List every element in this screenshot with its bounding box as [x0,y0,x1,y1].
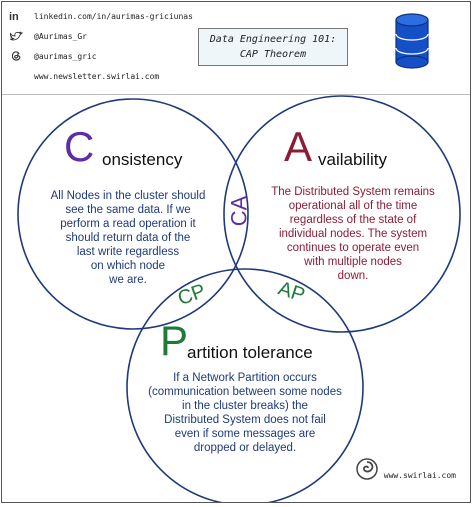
ca-label: CA [226,195,252,227]
consistency-heading: onsistency [102,150,183,169]
consistency-line: we are. [109,274,147,286]
cp-label: CP [174,279,209,311]
availability-heading: vailability [318,150,387,169]
partition-line: If a Network Partition occurs [173,372,317,384]
twitter-handle[interactable]: @Aurimas_Gr [34,31,87,41]
availability-line: individual nodes. The system [278,228,428,240]
consistency-line: should return data of the [65,232,191,244]
availability-description [256,185,450,283]
linkedin-link[interactable]: linkedin.com/in/aurimas-griciunas [34,11,193,21]
consistency-line: All Nodes in the cluster should [50,190,206,202]
ap-label: AP [275,277,308,307]
partition-line: even if some messages are [174,428,316,440]
partition-line: dropped or delayed. [193,442,297,454]
partition-heading: artition tolerance [187,343,313,362]
availability-line: The Distributed System remains [271,186,435,198]
consistency-line: perform a read operation it [60,218,196,230]
partition-line: in the cluster breaks) the [182,400,308,412]
newsletter-link[interactable]: www.newsletter.swirlai.com [34,72,160,81]
availability-line: with multiple nodes [304,256,402,268]
availability-line: operational all of the time [288,200,418,212]
availability-line: down. [337,270,369,282]
consistency-letter: C [64,123,95,170]
website-link[interactable]: www.swirlai.com [383,471,456,480]
title-line-1: Data Engineering 101: [209,34,337,45]
partition-line: (communication between some nodes [148,386,342,398]
partition-line: Distributed System does not fail [164,414,326,426]
consistency-line: last write regardless [76,246,180,258]
availability-line: regardless of the state of [289,214,417,226]
consistency-description [28,189,228,287]
partition-description [138,371,352,455]
threads-handle[interactable]: @aurimas_gric [34,51,97,61]
availability-line: continues to operate even [286,242,420,254]
infographic [1,1,471,503]
partition-letter: P [160,317,189,364]
swirl-logo-icon [356,458,378,485]
svg-text:in: in [9,11,19,22]
title-line-2: CAP Theorem [239,49,307,60]
consistency-line: on which node [90,260,166,272]
consistency-line: see the same data. If we [65,204,191,216]
availability-letter: A [284,123,313,170]
